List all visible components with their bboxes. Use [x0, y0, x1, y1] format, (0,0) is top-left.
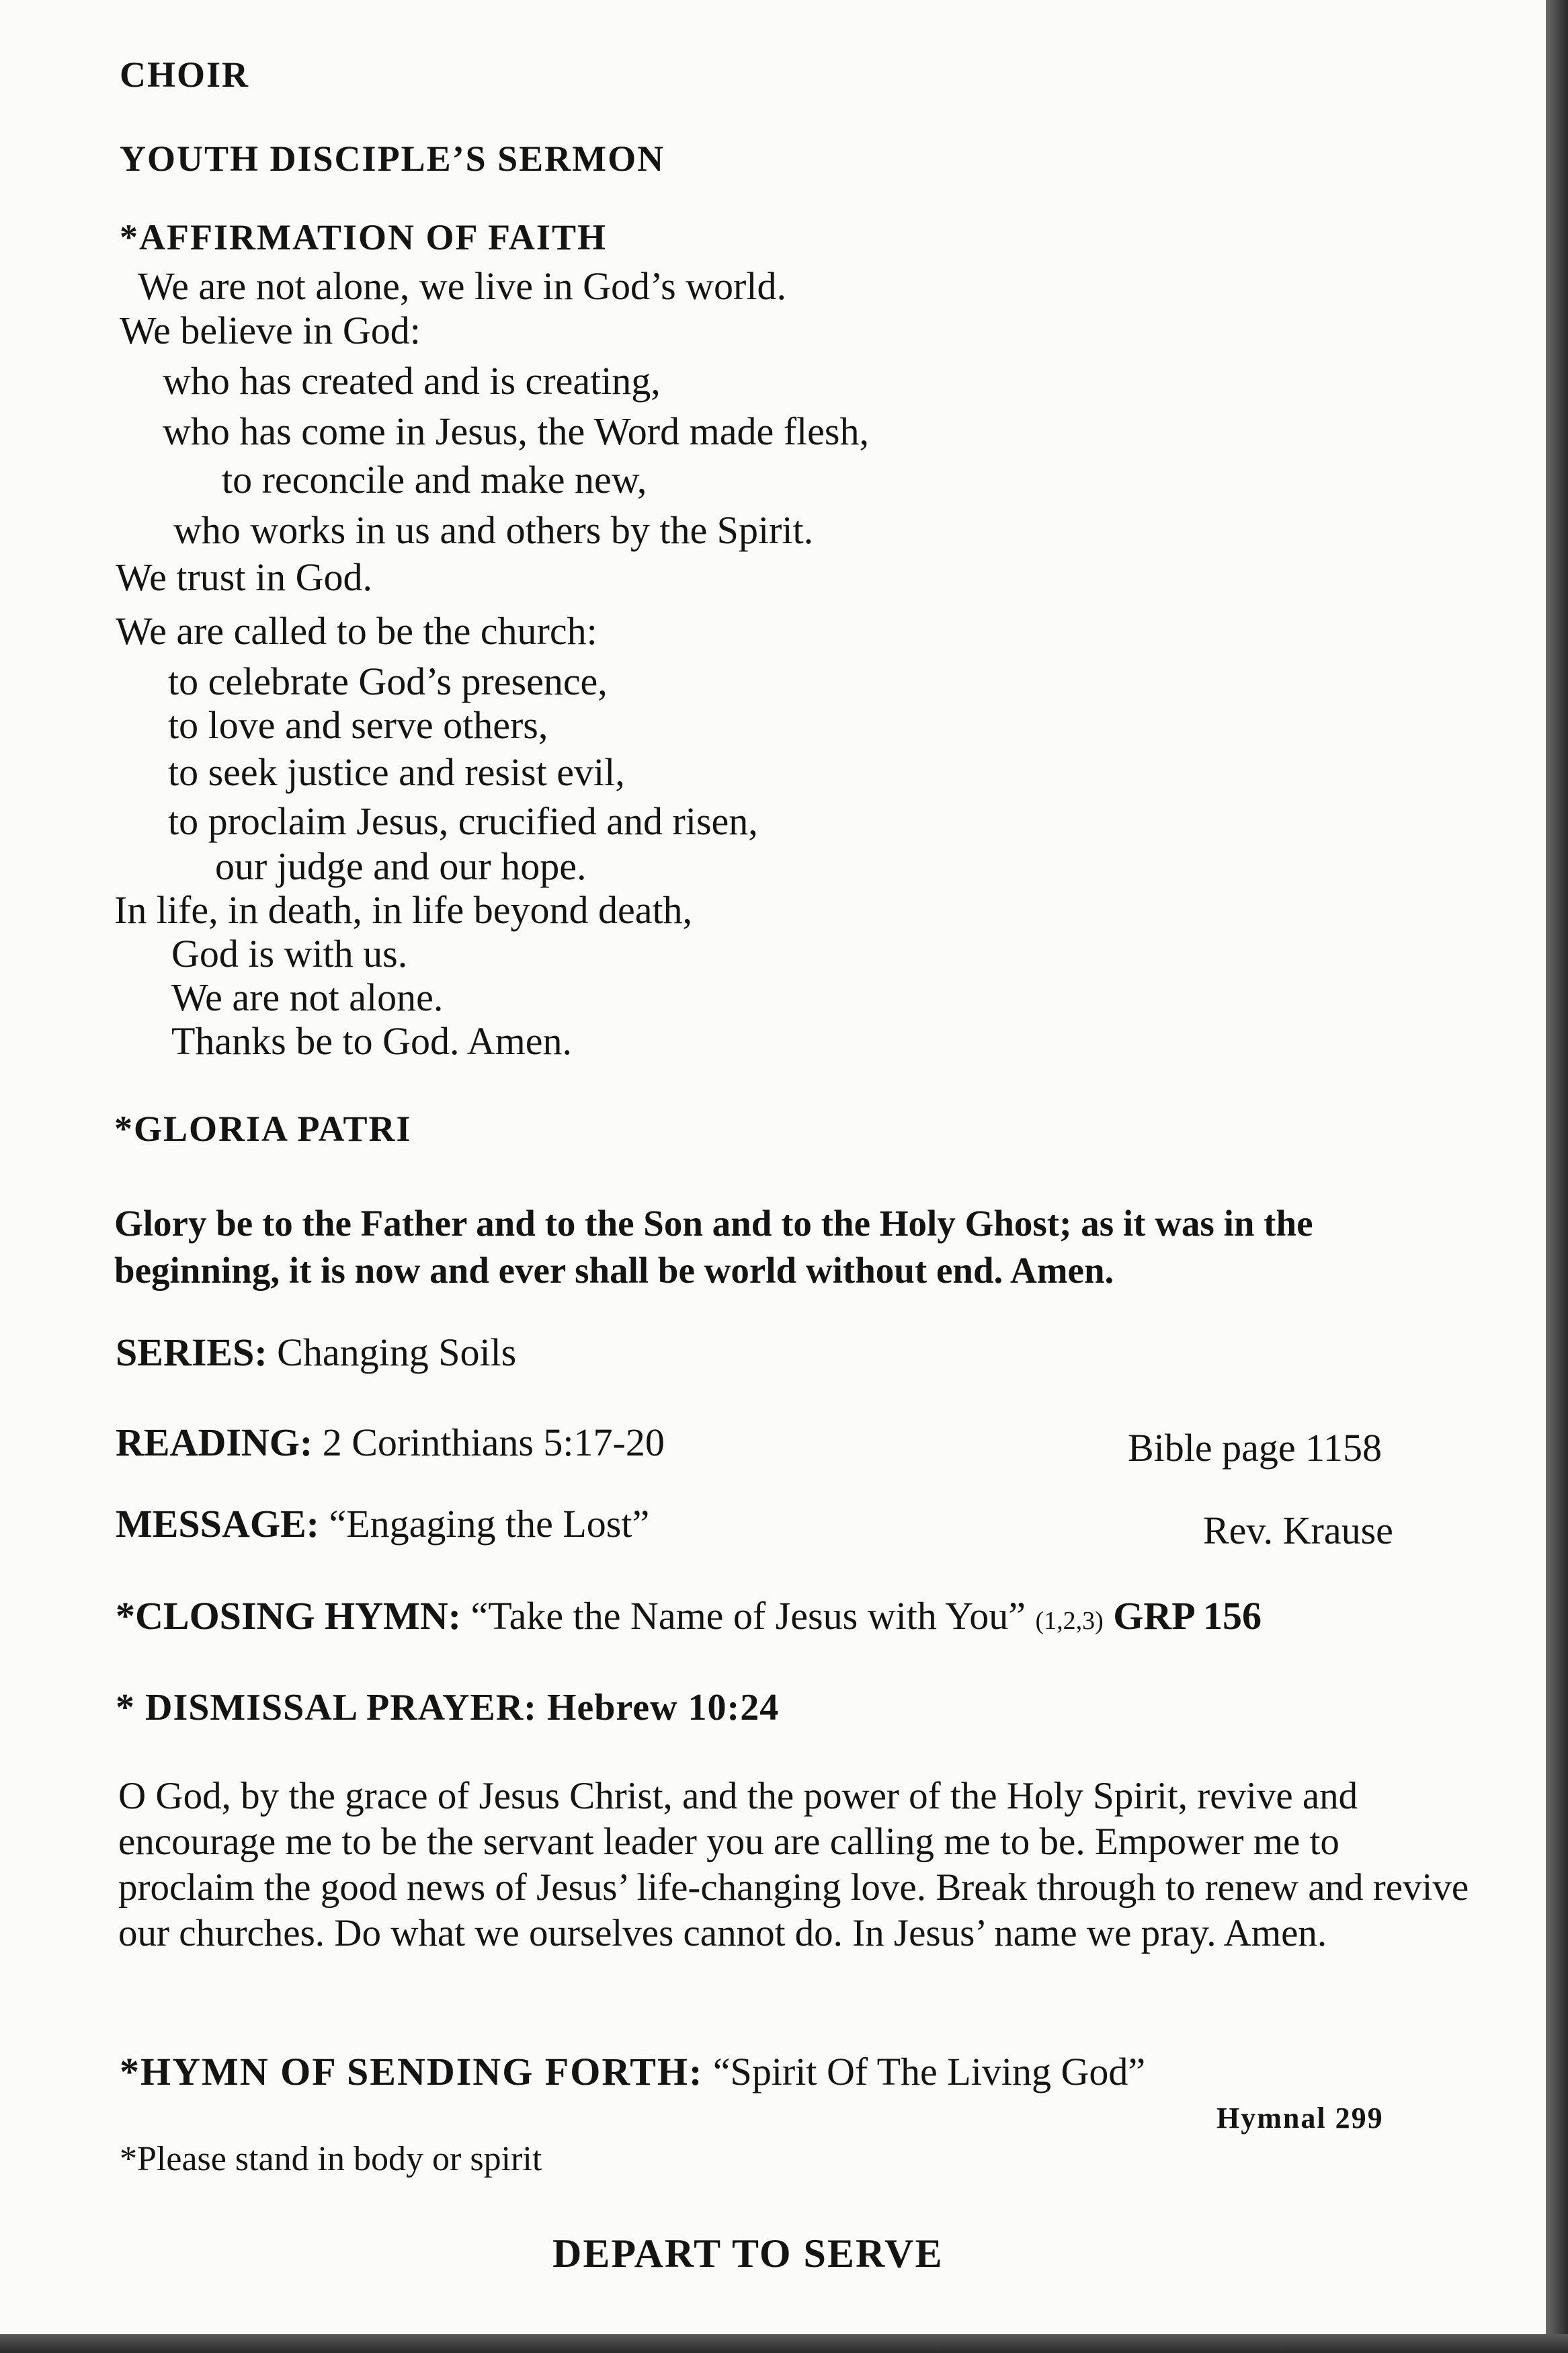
- bible-page: Bible page 1158: [1128, 1426, 1382, 1470]
- affirmation-line: We are not alone.: [171, 975, 444, 1019]
- dismissal-heading: * DISMISSAL PRAYER: Hebrew 10:24: [116, 1687, 780, 1728]
- choir-heading: CHOIR: [120, 54, 250, 95]
- affirmation-line: to proclaim Jesus, crucified and risen,: [168, 799, 758, 843]
- reading-label: READING:: [116, 1421, 313, 1464]
- gloria-text: Glory be to the Father and to the Son and to the Holy Ghost; as it was in the beginning, it is now and ever shall be world without end. Amen.: [114, 1203, 1313, 1291]
- affirmation-line: Thanks be to God. Amen.: [171, 1019, 573, 1063]
- affirmation-line: to seek justice and resist evil,: [168, 750, 625, 794]
- affirmation-line: our judge and our hope.: [215, 844, 587, 888]
- affirmation-line: We believe in God:: [120, 309, 421, 352]
- closing-hymn-line: [116, 1593, 1262, 1638]
- series-line: [116, 1330, 516, 1375]
- closing-hymn-label: *CLOSING HYMN:: [116, 1594, 461, 1638]
- closing-hymn-verses: (1,2,3): [1035, 1607, 1104, 1635]
- sending-hymn-line: [120, 2049, 1145, 2094]
- affirmation-line: God is with us.: [171, 932, 408, 975]
- message-line: [116, 1501, 649, 1546]
- affirmation-line: to reconcile and make new,: [222, 458, 647, 502]
- affirmation-line: We are not alone, we live in God’s world.: [138, 264, 786, 308]
- preacher: Rev. Krause: [1203, 1509, 1393, 1552]
- hymnal-number: Hymnal 299: [1216, 2102, 1384, 2135]
- series-label: SERIES:: [116, 1330, 267, 1374]
- youth-sermon-heading: YOUTH DISCIPLE’S SERMON: [120, 138, 665, 179]
- page-edge-shadow-bottom: [0, 2334, 1568, 2353]
- closing-hymn-title: “Take the Name of Jesus with You”: [470, 1594, 1026, 1638]
- sending-hymn-label: *HYMN OF SENDING FORTH:: [120, 2050, 704, 2093]
- sending-hymn-title: “Spirit Of The Living God”: [712, 2050, 1146, 2093]
- closing-hymn-number: GRP 156: [1113, 1594, 1262, 1638]
- message-label: MESSAGE:: [116, 1502, 319, 1546]
- message-value: “Engaging the Lost”: [329, 1502, 650, 1546]
- affirmation-line: to celebrate God’s presence,: [168, 660, 608, 703]
- series-value: Changing Soils: [277, 1330, 517, 1374]
- reading-line: [116, 1420, 665, 1465]
- gloria-heading: *GLORIA PATRI: [114, 1109, 412, 1149]
- affirmation-line: We are called to be the church:: [116, 609, 597, 653]
- dismissal-prayer-text: O God, by the grace of Jesus Christ, and the power of the Holy Spirit, revive and encourage me to be the servant leader you are calling me to be. Empower me to proclaim the good news of Jesus’ life-changing love. Break through to renew and revive our churches. Do what we ourselves cannot do. In Jesus’ name we pray. Amen.: [118, 1775, 1469, 1954]
- affirmation-line: We trust in God.: [116, 555, 372, 599]
- affirmation-line: who has come in Jesus, the Word made flesh,: [163, 409, 869, 453]
- stand-note: *Please stand in body or spirit: [120, 2140, 542, 2178]
- affirmation-line: who works in us and others by the Spirit.: [173, 508, 814, 552]
- affirmation-line: who has created and is creating,: [163, 359, 661, 403]
- affirmation-line: In life, in death, in life beyond death,: [114, 888, 693, 932]
- depart-to-serve: DEPART TO SERVE: [552, 2231, 944, 2276]
- page-edge-shadow: [1546, 0, 1568, 2353]
- affirmation-line: to love and serve others,: [168, 703, 548, 747]
- affirmation-heading: *AFFIRMATION OF FAITH: [120, 217, 607, 257]
- reading-value: 2 Corinthians 5:17-20: [322, 1421, 665, 1464]
